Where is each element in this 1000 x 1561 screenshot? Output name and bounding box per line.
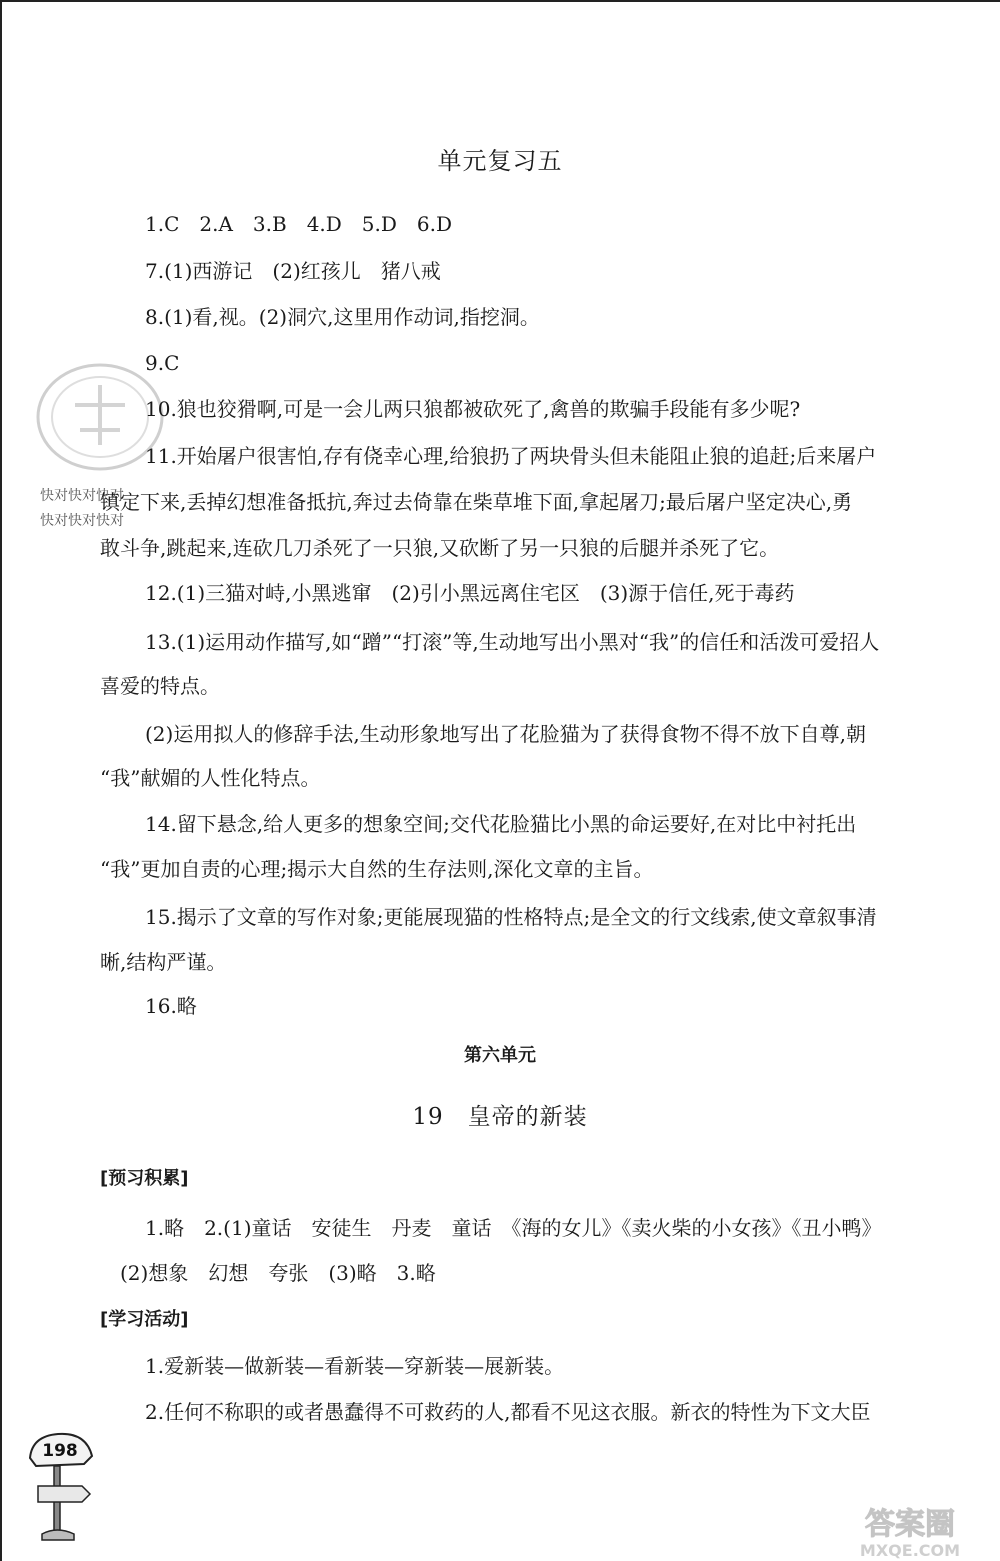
answer-line: “我”更加自责的心理;揭示大自然的生存法则,深化文章的主旨。 (100, 857, 654, 881)
answer-line: 敢斗争,跳起来,连砍几刀杀死了一只狼,又砍断了另一只狼的后腿并杀死了它。 (100, 536, 780, 560)
watermark-logo (810, 1500, 1000, 1561)
page-number: 198 (42, 1441, 78, 1461)
lesson-title: 19 皇帝的新装 (412, 1104, 588, 1130)
answer-line: 晰,结构严谨。 (100, 950, 227, 974)
answer-line: 11.开始屠户很害怕,存有侥幸心理,给狼扔了两块骨头但未能阻止狼的追赶;后来屠户 (145, 444, 877, 468)
answer-line: 7.(1)西游记 (2)红孩儿 猪八戒 (145, 259, 441, 283)
unit-six-heading: 第六单元 (464, 1045, 536, 1066)
answer-line: 16.略 (145, 994, 197, 1018)
watermark-url: MXQE.COM (859, 1541, 961, 1560)
answer-line: “我”献媚的人性化特点。 (100, 766, 321, 790)
activity-heading: [学习活动] (100, 1309, 189, 1330)
answer-line: 镇定下来,丢掉幻想准备抵抗,奔过去倚靠在柴草堆下面,拿起屠刀;最后屠户坚定决心,勇 (100, 490, 853, 514)
answer-line: 9.C (145, 351, 180, 375)
preview-heading: [预习积累] (100, 1168, 189, 1189)
unit-review-title: 单元复习五 (437, 147, 563, 175)
answer-line: (2)运用拟人的修辞手法,生动形象地写出了花脸猫为了获得食物不得不放下自尊,朝 (145, 722, 867, 746)
answer-line: 8.(1)看,视。(2)洞穴,这里用作动词,指挖洞。 (145, 305, 540, 329)
page-number-badge (22, 1428, 102, 1548)
side-label-1: 快对快对快对 (40, 488, 124, 504)
answer-line: 12.(1)三猫对峙,小黑逃窜 (2)引小黑远离住宅区 (3)源于信任,死于毒药 (145, 581, 795, 605)
answer-line: 1.C 2.A 3.B 4.D 5.D 6.D (145, 212, 453, 236)
answer-line: 喜爱的特点。 (100, 674, 220, 698)
activity-line: 2.任何不称职的或者愚蠢得不可救药的人,都看不见这衣服。新衣的特性为下文大臣 (145, 1400, 871, 1424)
answer-line: 15.揭示了文章的写作对象;更能展现猫的性格特点;是全文的行文线索,使文章叙事清 (145, 905, 877, 929)
watermark-text: 答案圈 (865, 1507, 955, 1542)
answer-line: 13.(1)运用动作描写,如“蹭”“打滚”等,生动地写出小黑对“我”的信任和活泼可爱招人 (145, 630, 880, 654)
side-label-2: 快对快对快对 (40, 513, 124, 529)
preview-line: (2)想象 幻想 夸张 (3)略 3.略 (120, 1261, 436, 1285)
answer-line: 10.狼也狡猾啊,可是一会儿两只狼都被砍死了,禽兽的欺骗手段能有多少呢? (145, 397, 801, 421)
answer-line: 14.留下悬念,给人更多的想象空间;交代花脸猫比小黑的命运要好,在对比中衬托出 (145, 812, 857, 836)
activity-line: 1.爱新装—做新装—看新装—穿新装—展新装。 (145, 1354, 565, 1378)
preview-line: 1.略 2.(1)童话 安徒生 丹麦 童话 《海的女儿》《卖火柴的小女孩》《丑小鸭》 (145, 1216, 882, 1240)
